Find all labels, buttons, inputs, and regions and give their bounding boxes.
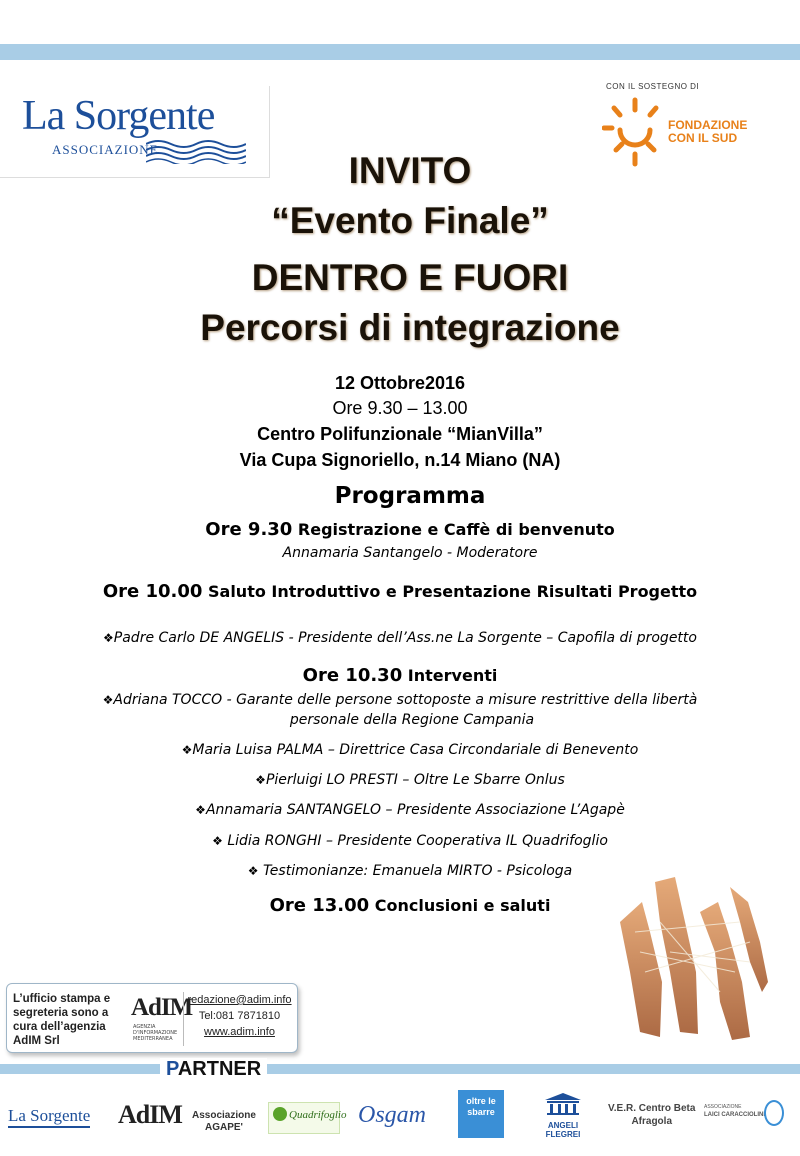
title-percorsi: Percorsi di integrazione	[200, 307, 620, 348]
partner-logos	[0, 1090, 800, 1140]
speaker-santangelo	[10, 802, 800, 818]
diamond-bullet-icon: ❖	[103, 631, 114, 645]
speaker-text: Lidia RONGHI – Presidente Cooperativa IL Quadrifoglio	[227, 833, 608, 849]
partner-angeli-flegrei-name: ANGELI FLEGREI	[545, 1121, 581, 1139]
diamond-bullet-icon: ❖	[212, 834, 223, 848]
hands-with-string-image	[600, 862, 770, 1052]
programme-text: Interventi	[402, 666, 498, 685]
programme-time: Ore 13.00	[269, 895, 370, 916]
speaker-lo-presti	[10, 772, 800, 788]
email-link[interactable]: redazione@adim.info	[187, 994, 292, 1006]
event-venue: Centro Polifunzionale “MianVilla”	[257, 424, 543, 444]
partner-heading-initial: P	[166, 1058, 178, 1080]
programme-heading: Programma	[334, 483, 486, 509]
partner-quadrifoglio-logo	[268, 1102, 347, 1134]
speaker-text: Annamaria SANTANGELO – Presidente Associazione L’Agapè	[205, 802, 625, 818]
sponsor-name-line1: FONDAZIONE	[668, 118, 748, 132]
speaker-text: Maria Luisa PALMA – Direttrice Casa Circondariale di Benevento	[192, 742, 639, 758]
press-contacts	[183, 992, 295, 1046]
press-office-box	[6, 983, 298, 1053]
speaker-tocco	[0, 692, 800, 708]
programme-text: Registrazione e Caffè di benvenuto	[292, 520, 615, 539]
partner-heading-rest: ARTNER	[177, 1058, 262, 1080]
press-office-text	[13, 992, 110, 1048]
website-link[interactable]: www.adim.info	[204, 1026, 275, 1038]
speaker-de-angelis	[0, 630, 800, 646]
clover-icon	[273, 1107, 287, 1121]
top-decorative-bar	[0, 44, 800, 60]
programme-item-registration	[10, 519, 800, 540]
speaker-ronghi	[10, 833, 800, 849]
partner-ver-logo	[608, 1102, 695, 1128]
partner-oltre-le-sbarre-logo: oltre le sbarre	[458, 1090, 504, 1138]
programme-text: Saluto Introduttivo e Presentazione Risultati Progetto	[202, 582, 698, 601]
temple-icon	[543, 1092, 583, 1116]
title-invito: INVITO	[348, 150, 472, 191]
sponsor-name-line2: CON IL SUD	[668, 131, 738, 145]
event-date: 12 Ottobre2016	[334, 373, 466, 393]
diamond-bullet-icon: ❖	[247, 864, 259, 878]
title-evento-finale: “Evento Finale”	[271, 200, 549, 241]
logo-name: La Sorgente	[22, 93, 215, 139]
logo-subtitle: ASSOCIAZIONE	[52, 142, 159, 157]
programme-item-interventi	[0, 665, 800, 686]
phone-number: Tel:081 7871810	[198, 1010, 281, 1022]
event-time: Ore 9.30 – 13.00	[332, 398, 468, 418]
partner-agape-line1: Associazione	[192, 1110, 256, 1121]
press-line: L’ufficio stampa e	[13, 993, 111, 1005]
speaker-text: Adriana TOCCO - Garante delle persone sottoposte a misure restrittive della libertà	[113, 692, 698, 708]
programme-time: Ore 10.30	[302, 665, 403, 686]
partner-agape-logo	[192, 1110, 256, 1134]
diamond-bullet-icon: ❖	[181, 743, 193, 757]
partner-la-sorgente-logo: La Sorgente	[8, 1106, 90, 1128]
press-line: cura dell’agenzia	[13, 1021, 106, 1033]
swirl-icon	[764, 1100, 784, 1126]
partner-laici-caraccioliani-logo	[704, 1100, 790, 1130]
partner-agape-line2: AGAPE'	[204, 1122, 243, 1133]
speaker-text: Pierluigi LO PRESTI – Oltre Le Sbarre Onlus	[265, 772, 565, 788]
partner-heading	[160, 1058, 267, 1081]
speaker-text: Padre Carlo DE ANGELIS - Presidente dell’Ass.ne La Sorgente – Capofila di progetto	[113, 630, 697, 646]
speaker-text: Testimonianze: Emanuela MIRTO - Psicologa	[262, 863, 573, 879]
programme-time: Ore 9.30	[205, 519, 293, 540]
diamond-bullet-icon: ❖	[102, 693, 114, 707]
speaker-tocco-continued: personale della Regione Campania	[289, 712, 535, 728]
programme-item-intro	[0, 581, 800, 602]
diamond-bullet-icon: ❖	[195, 803, 206, 817]
partner-laici-line2: LAICI CARACCIOLINI	[704, 1112, 765, 1118]
adim-logo: AdIM	[131, 994, 193, 1021]
title-dentro-e-fuori: DENTRO E FUORI	[251, 257, 569, 298]
programme-moderator: Annamaria Santangelo - Moderatore	[282, 545, 538, 561]
partner-quadrifoglio-name: Quadrifoglio	[289, 1109, 347, 1121]
speaker-palma	[10, 742, 800, 758]
partner-adim-logo: AdIM	[118, 1100, 182, 1129]
partner-laici-line1: ASSOCIAZIONE	[704, 1104, 742, 1110]
adim-logo-subtitle: AGENZIA D'INFORMAZIONE MEDITERRANEA	[133, 1024, 178, 1042]
press-line: segreteria sono a	[13, 1007, 109, 1019]
programme-text: Conclusioni e saluti	[369, 896, 551, 915]
sponsor-caption: CON IL SOSTEGNO DI	[606, 82, 700, 91]
partner-decorative-bar	[0, 1064, 800, 1074]
event-address: Via Cupa Signoriello, n.14 Miano (NA)	[239, 450, 561, 470]
programme-time: Ore 10.00	[102, 581, 203, 602]
partner-ver-line2: Afragola	[631, 1116, 672, 1127]
partner-osgam-logo: Osgam	[358, 1102, 427, 1128]
partner-angeli-flegrei-logo	[532, 1092, 594, 1139]
diamond-bullet-icon: ❖	[255, 773, 266, 787]
press-line: AdIM Srl	[13, 1035, 60, 1047]
partner-ver-line1: V.E.R. Centro Beta	[608, 1103, 696, 1114]
sponsor-name	[668, 119, 747, 145]
